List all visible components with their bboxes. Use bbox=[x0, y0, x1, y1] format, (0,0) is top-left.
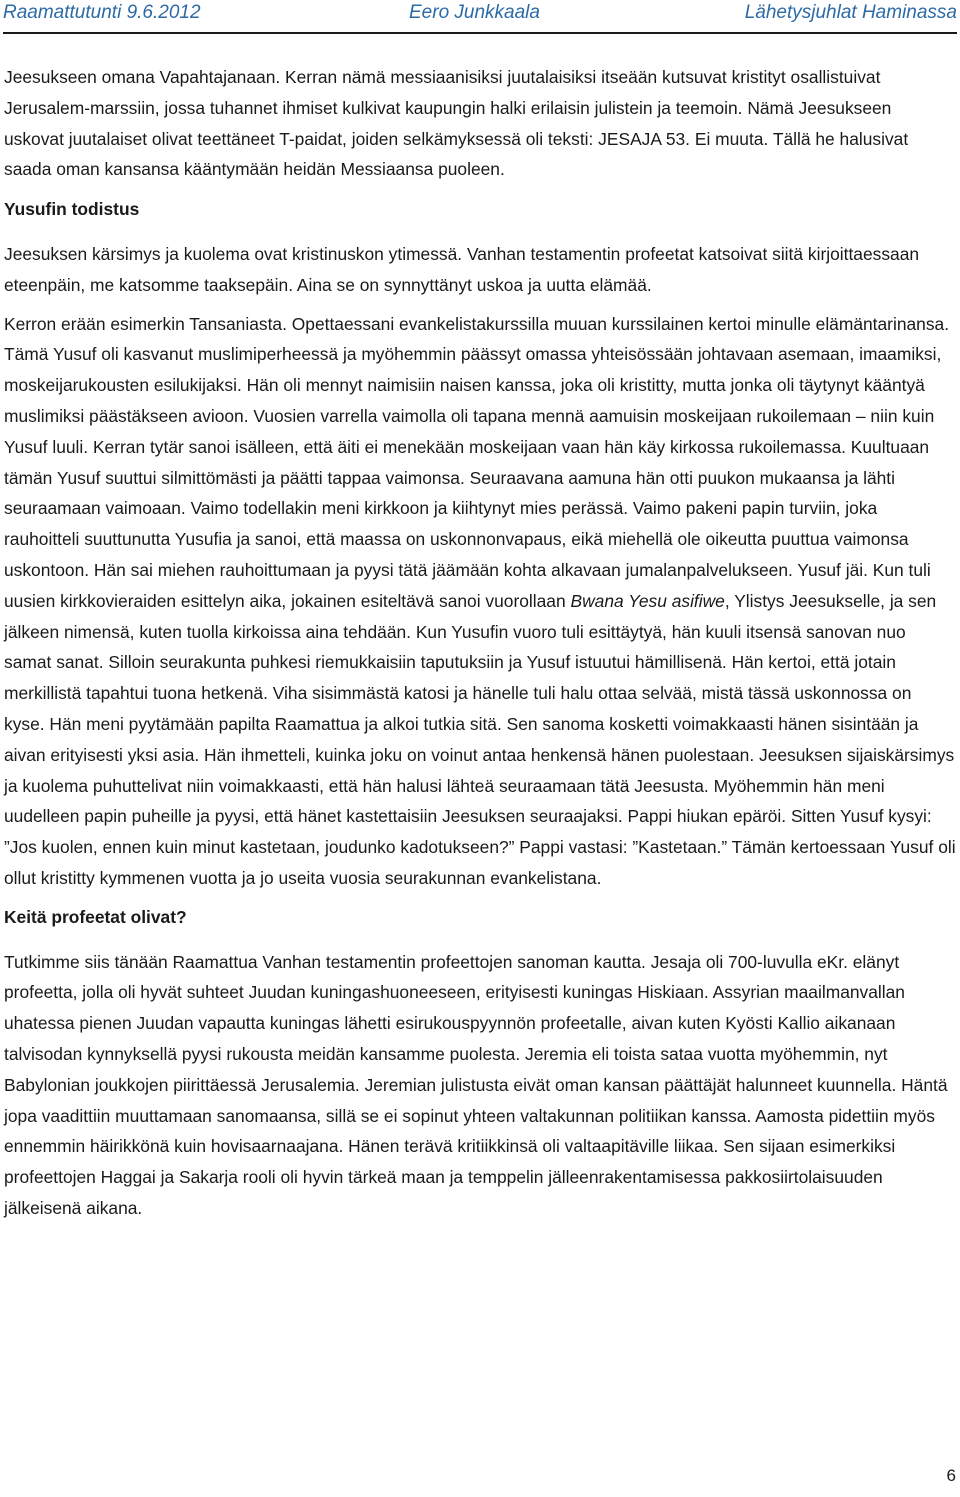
page-number: 6 bbox=[946, 1466, 956, 1485]
story-text-part1: Kerron erään esimerkin Tansaniasta. Opettaessani evankelistakurssilla muuan kurssilainen kertoi minulle elämäntarinansa. Tämä Yusuf oli kasvanut muslimiperheessä ja myöhemmin päässyt omassa yhteisössään johtavaan asemaan, imaamiksi, moskeijarukousten esilukijaksi. Hän oli mennyt naimisiin naisen kanssa, joka oli kristitty, mutta jonka oli täytynyt kääntyä muslimiksi päästäkseen avioon. Vuosien varrella vaimolla oli tapana mennä aamuisin moskeijaan rukoilemaan – niin kuin Yusuf luuli. Kerran tytär sanoi isälleen, että äiti ei menekään moskeijaan vaan hän käy kirkossa rukoilemassa. Kuultuaan tämän Yusuf suuttui silmittömästi ja päätti tappaa vaimonsa. Seuraavana aamuna hän otti puukon mukaansa ja lähti seuraamaan vaimoaan. Vaimo todellakin meni kirkkoon ja kiihtynyt mies perässä. Vaimo pakeni papin turviin, joka rauhoitteli suuttunutta Yusufia ja sanoi, että maassa on uskonnonvapaus, eikä miehellä ole oikeutta puuttua vaimonsa uskontoon. Hän sai miehen rauhoittumaan ja pyysi tätä jäämään kohta alkavaan jumalanpalvelukseen. Yusuf jäi. Kun tuli uusien kirkkovieraiden esittelyn aika, jokainen esiteltävä sanoi vuorollaan bbox=[4, 313, 950, 611]
paragraph-suffering: Jeesuksen kärsimys ja kuolema ovat kristinuskon ytimessä. Vanhan testamentin profeetat katsoivat siitä kirjoittaessaan eteenpäin, me katsomme taaksepäin. Aina se on synnyttänyt uskoa ja uutta elämää. bbox=[4, 243, 920, 295]
header-course-title: Raamattutunti 9.6.2012 bbox=[3, 2, 201, 23]
section-heading-yusuf: Yusufin todistus bbox=[4, 199, 140, 220]
header-author: Eero Junkkaala bbox=[409, 2, 540, 23]
story-text-part2: , Ylistys Jeesukselle, ja sen jälkeen nimensä, kuten tuolla kirkoissa aina tehdään. Kun Yusufin vuoro tuli esittäytyä, hän kuuli itsensä sanovan nuo samat sanat. Silloin seurakunta puhkesi riemukkaisiin taputuksiin ja Yusuf istuutui hämillisenä. Hän kertoi, että jotain merkillistä tapahtui tuona hetkenä. Viha sisimmästä katosi ja hänelle tuli halu ottaa selvää, mistä tässä uskonnossa on kyse. Hän meni pyytämään papilta Raamattua ja alkoi tutkia sitä. Sen sanoma kosketti voimakkaasti hänen sisintään ja aivan erityisesti yksi asia. Hän ihmetteli, kuinka joku on voinut antaa henkensä hänen puolestaan. Jeesuksen sijaiskärsimys ja kuolema puhuttelivat niin voimakkaasti, että hän halusi lähteä seuraamaan tätä Jeesusta. Myöhemmin hän meni uudelleen papin puheille ja pyysi, että hänet kastettaisiin Jeesuksen seuraajaksi. Pappi hiukan epäröi. Sitten Yusuf kysyi: ”Jos kuolen, ennen kuin minut kastetaan, joudunko kadotukseen?” Pappi vastasi: ”Kastetaan.” Tämän kertoessaan Yusuf oli ollut kristitty kymmenen vuotta ja jo useita vuosia seurakunnan evankelistana. bbox=[4, 590, 956, 888]
paragraph-prophets: Tutkimme siis tänään Raamattua Vanhan testamentin profeettojen sanoman kautta. Jesaja oli 700-luvulla eKr. elänyt profeetta, jolla oli hyvät suhteet Juudan kuningashuoneeseen, erityisesti kuningas Hiskiaan. Assyrian maailmanvallan uhatessa pienen Juudan vapautta kuningas lähetti esirukouspyynnön profeetalle, aivan kuten Kyösti Kallio aikanaan talvisodan kynnyksellä pyysi rukousta meidän kansamme puolesta. Jeremia eli toista sataa vuotta myöhemmin, nyt Babylonian joukkojen piirittäessä Jerusalemia. Jeremian julistusta eivät oman kansan päättäjät halunneet kuunnella. Häntä jopa vaadittiin muuttamaan sanomaansa, sillä se ei sopinut yhteen valtakunnan politiikan kanssa. Aamosta pidettiin myös ennemmin häirikkönä kuin hovisaarnaajana. Hänen terävä kritiikkinsä oli valtaapitäville liikaa. Sen sijaan esimerkiksi profeettojen Haggai ja Sakarja rooli oli hyvin tärkeä maan ja temppelin jälleenrakentamisessa pakkosiirtolaisuuden jälkeisenä aikana. bbox=[4, 951, 948, 1218]
story-swahili-phrase: Bwana Yesu asifiwe bbox=[570, 590, 725, 611]
section-heading-prophets: Keitä profeetat olivat? bbox=[4, 906, 187, 927]
document-body bbox=[4, 62, 956, 1224]
header-event: Lähetysjuhlat Haminassa bbox=[744, 2, 957, 23]
intro-paragraph: Jeesukseen omana Vapahtajanaan. Kerran nämä messiaanisiksi juutalaisiksi itseään kutsuvat kristityt osallistuivat Jerusalem-marssiin, jossa tuhannet ihmiset kulkivat kaupungin halki erilaisin julistein ja teemoin. Nämä Jeesukseen uskovat juutalaiset olivat teettäneet T-paidat, joiden selkämyksessä oli teksti: JESAJA 53. Ei muuta. Tällä he halusivat saada oman kansansa kääntymään heidän Messiaansa puoleen. bbox=[4, 67, 909, 180]
paragraph-yusuf-story bbox=[4, 309, 956, 894]
page-header bbox=[3, 0, 957, 34]
